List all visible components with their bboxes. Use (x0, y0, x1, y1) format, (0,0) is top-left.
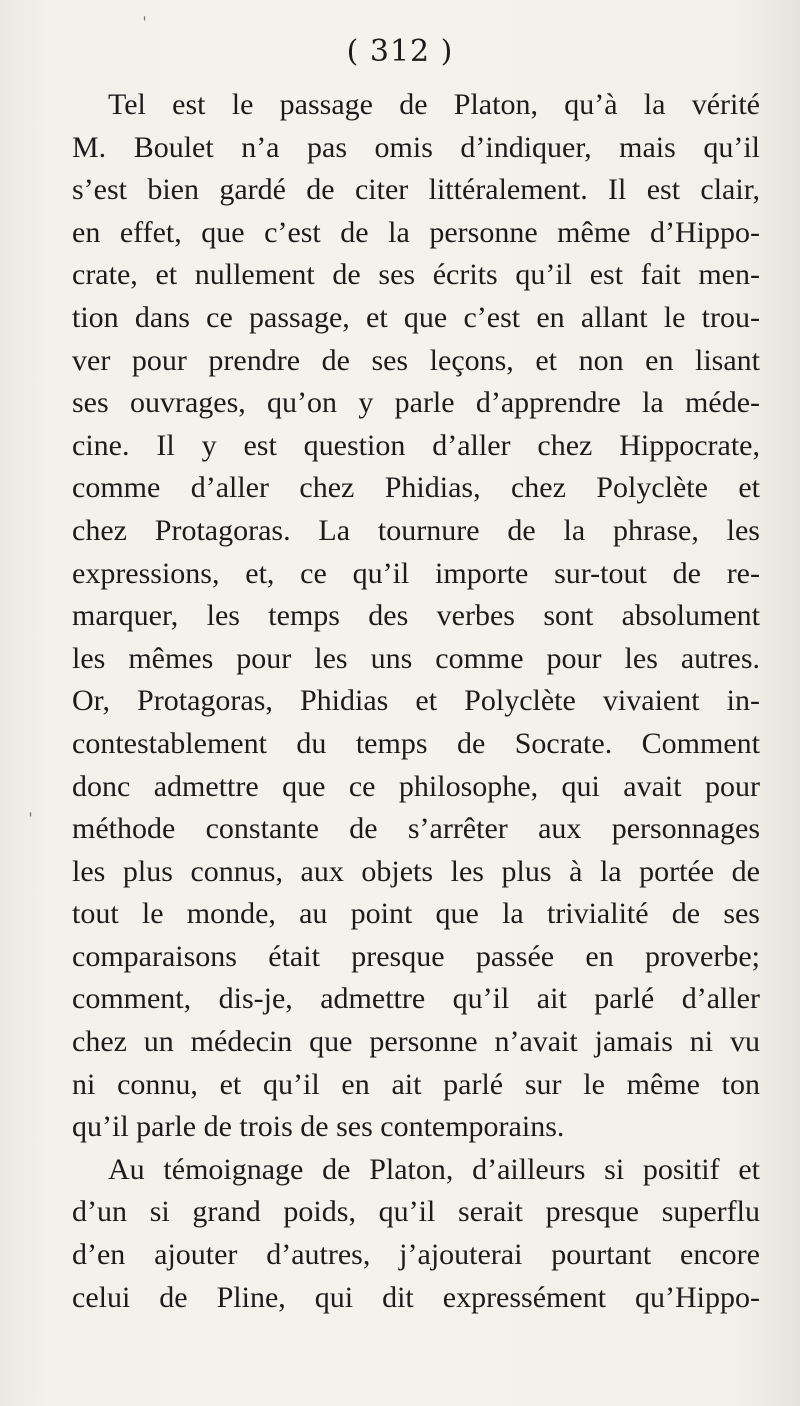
text-line: comparaisons était presque passée en proverbe; (72, 939, 760, 973)
text-line: tion dans ce passage, et que c’est en allant le trou- (72, 300, 760, 334)
text-line: marquer, les temps des verbes sont absolument (72, 599, 760, 633)
text-line: contestablement du temps de Socrate. Comment (72, 726, 760, 760)
text-line: d’en ajouter d’autres, j’ajouterai pourtant encore (72, 1238, 760, 1272)
page-number: ( 312 ) (346, 34, 454, 69)
text-line: tout le monde, au point que la trivialité de ses (72, 897, 760, 931)
text-line: crate, et nullement de ses écrits qu’il est fait men- (72, 258, 760, 292)
paragraph-1 (72, 84, 760, 1149)
text-line: M. Boulet n’a pas omis d’indiquer, mais qu’il (72, 130, 760, 164)
text-line: les mêmes pour les uns comme pour les autres. (72, 641, 760, 675)
text-line: les plus connus, aux objets les plus à la portée de (72, 854, 760, 888)
body-text (72, 84, 760, 1319)
text-line: ni connu, et qu’il en ait parlé sur le même ton (72, 1067, 760, 1101)
text-line: comment, dis-je, admettre qu’il ait parlé d’aller (72, 982, 760, 1016)
ink-speck: ˈ (28, 810, 33, 831)
text-line: Au témoignage de Platon, d’ailleurs si positif et (108, 1152, 760, 1186)
text-line: ver pour prendre de ses leçons, et non en lisant (72, 343, 760, 377)
text-line: méthode constante de s’arrêter aux personnages (72, 812, 760, 846)
ink-speck: ˈ (142, 14, 147, 35)
text-line: cine. Il y est question d’aller chez Hippocrate, (72, 428, 760, 462)
text-line: celui de Pline, qui dit expressément qu’Hippo- (72, 1280, 760, 1314)
text-line: expressions, et, ce qu’il importe sur-tout de re- (72, 556, 760, 590)
text-line: Tel est le passage de Platon, qu’à la vérité (108, 88, 760, 121)
text-line: en effet, que c’est de la personne même d’Hippo- (72, 215, 760, 249)
text-line: ses ouvrages, qu’on y parle d’apprendre la méde- (72, 386, 760, 420)
text-line: d’un si grand poids, qu’il serait presque superflu (72, 1195, 760, 1229)
text-line: qu’il parle de trois de ses contemporains. (72, 1110, 565, 1144)
text-line: comme d’aller chez Phidias, chez Polyclète et (72, 471, 760, 505)
text-line: s’est bien gardé de citer littéralement. Il est clair, (72, 173, 760, 207)
paragraph-2 (72, 1149, 760, 1319)
text-line: chez Protagoras. La tournure de la phrase, les (72, 513, 760, 547)
text-line: donc admettre que ce philosophe, qui avait pour (72, 769, 760, 803)
text-line: Or, Protagoras, Phidias et Polyclète vivaient in- (72, 684, 760, 718)
text-line: chez un médecin que personne n’avait jamais ni vu (72, 1025, 760, 1059)
